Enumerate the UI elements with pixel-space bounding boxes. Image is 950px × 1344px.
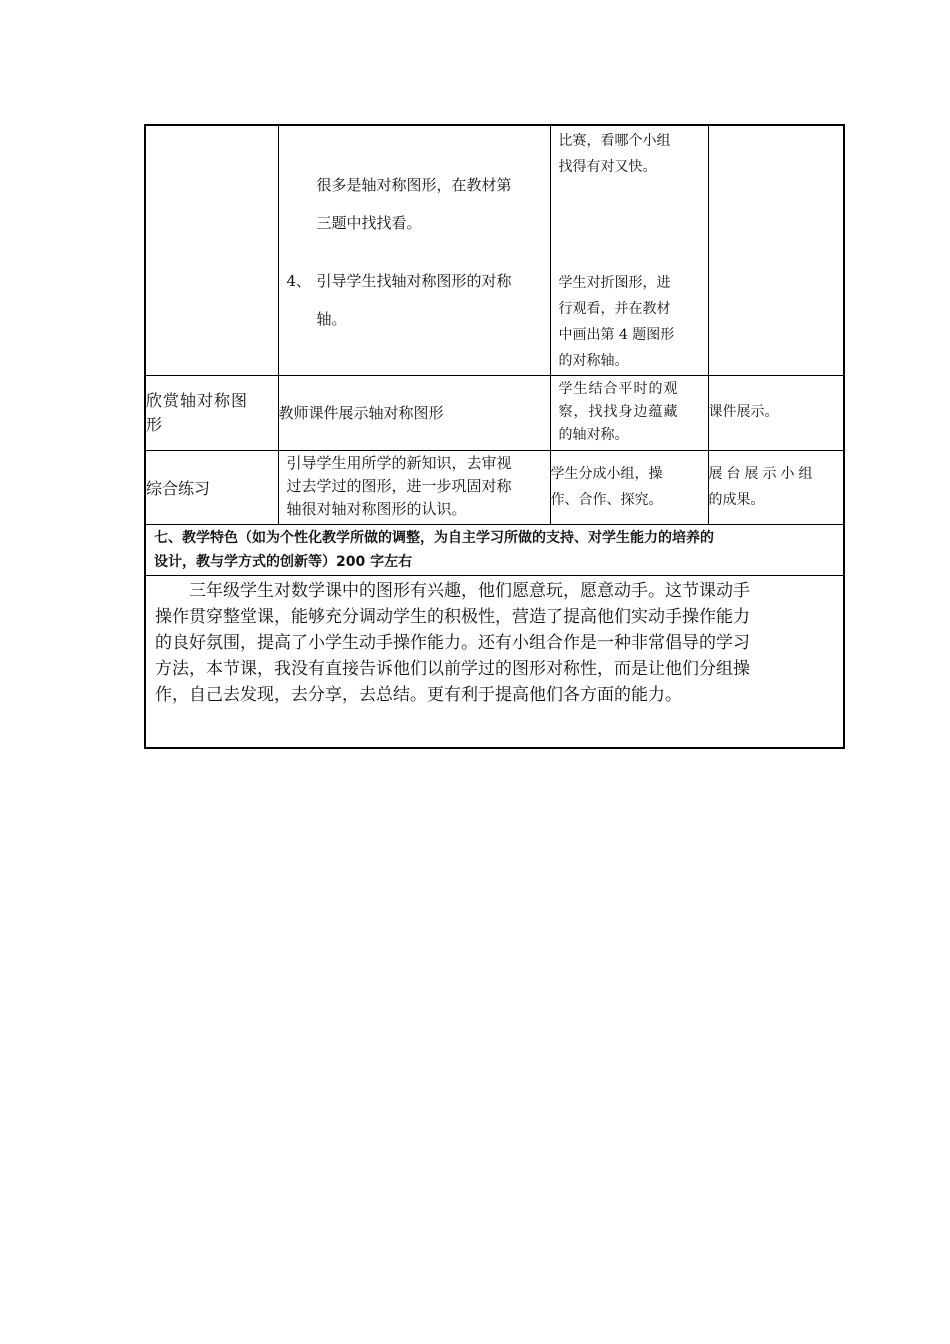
student-activity-cell [550, 450, 708, 524]
step-number: 4、 [286, 272, 312, 290]
student-line: 作、合作、探究。 [550, 492, 663, 508]
stage-line: 形 [146, 414, 163, 434]
stage-cell [145, 450, 278, 524]
lesson-plan-table [144, 124, 845, 749]
teacher-line: 很多是轴对称图形，在教材第 [316, 176, 512, 194]
table-row-continuation [145, 125, 844, 375]
stage-cell [145, 375, 278, 450]
body-line: 作，自己去发现，去分享，去总结。更有利于提高他们各方面的能力。 [155, 684, 682, 705]
student-line: 学生结合平时的观 [558, 380, 679, 397]
table-row-appreciate [145, 375, 844, 450]
teacher-line: 轴很对轴对称图形的认识。 [286, 499, 467, 518]
heading-line: 七、教学特色（如为个性化教学所做的调整，为自主学习所做的支持、对学生能力的培养的 [154, 529, 714, 546]
student-line: 行观看，并在教材 [558, 301, 671, 317]
student-line: 中画出第 4 题图形 [558, 327, 675, 343]
teacher-line: 引导学生找轴对称图形的对称 [316, 272, 512, 290]
design-line: 的成果。 [708, 492, 765, 508]
stage-cell-empty [145, 125, 278, 375]
student-activity-cell [550, 375, 708, 450]
teacher-activity-cell [278, 375, 550, 450]
table-row-practice [145, 450, 844, 524]
stage-line: 欣赏轴对称图 [146, 390, 249, 410]
student-line: 学生对折图形，进 [558, 275, 671, 291]
student-line: 学生分成小组，操 [550, 466, 663, 482]
student-line: 的轴对称。 [558, 426, 629, 443]
design-cell [708, 450, 844, 524]
student-line: 的对称轴。 [558, 353, 629, 369]
student-activity-cell [550, 125, 708, 375]
design-line: 展台展示小组 [708, 466, 817, 482]
teacher-activity-cell [278, 450, 550, 524]
section7-heading [145, 524, 844, 575]
heading-line: 设计，教与学方式的创新等）200 字左右 [154, 553, 413, 570]
teacher-line: 引导学生用所学的新知识，去审视 [286, 453, 512, 472]
design-text: 课件展示。 [708, 404, 779, 420]
body-line: 的良好氛围，提高了小学生动手操作能力。还有小组合作是一种非常倡导的学习 [155, 632, 750, 653]
stage-text: 综合练习 [146, 478, 211, 498]
teacher-line: 过去学过的图形，进一步巩固对称 [286, 476, 512, 495]
design-cell-empty [708, 125, 844, 375]
student-line: 察，找找身边蕴藏 [558, 403, 679, 420]
teacher-line: 三题中找找看。 [316, 214, 422, 232]
section7-heading-row [145, 524, 844, 575]
teacher-activity-cell [278, 125, 550, 375]
student-line: 比赛，看哪个小组 [558, 133, 671, 149]
body-line: 方法，本节课，我没有直接告诉他们以前学过的图形对称性，而是让他们分组操 [155, 658, 750, 679]
student-line: 找得有对又快。 [558, 159, 657, 175]
section7-body-row [145, 575, 844, 748]
teacher-text: 教师课件展示轴对称图形 [278, 404, 444, 422]
body-line: 操作贯穿整堂课，能够充分调动学生的积极性，营造了提高他们实动手操作能力 [155, 606, 750, 627]
teacher-line: 轴。 [316, 310, 347, 328]
design-cell [708, 375, 844, 450]
section7-body [145, 575, 844, 748]
body-line: 三年级学生对数学课中的图形有兴趣，他们愿意玩，愿意动手。这节课动手 [189, 580, 750, 601]
